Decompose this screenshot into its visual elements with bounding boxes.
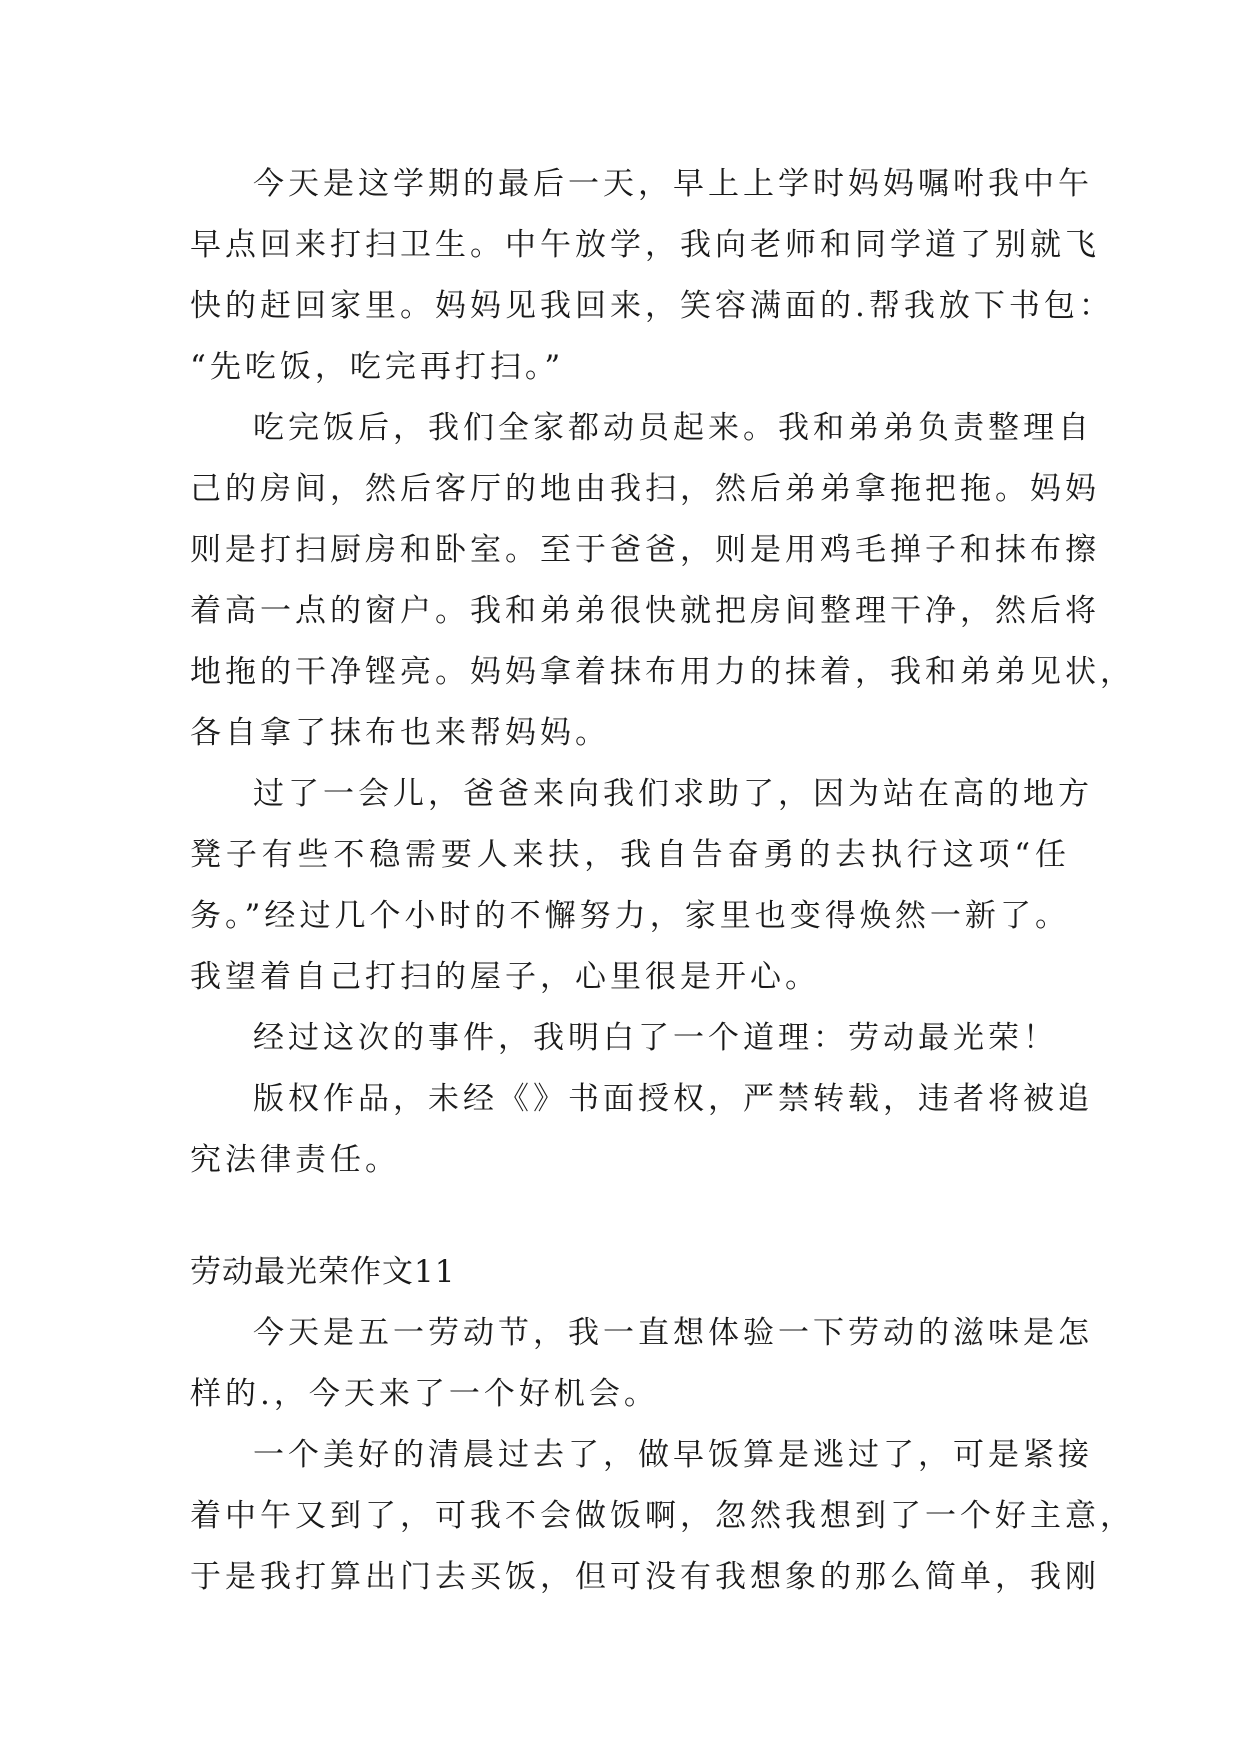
paragraph-line: 一个美好的清晨过去了，做早饭算是逃过了，可是紧接 bbox=[253, 1437, 1093, 1473]
paragraph-line: 早点回来打扫卫生。中午放学，我向老师和同学道了别就飞 bbox=[190, 227, 1100, 263]
paragraph-line: 我望着自己打扫的屋子，心里很是开心。 bbox=[190, 959, 820, 995]
paragraph-line: 今天是五一劳动节，我一直想体验一下劳动的滋味是怎 bbox=[253, 1315, 1093, 1351]
paragraph-line: 过了一会儿，爸爸来向我们求助了，因为站在高的地方 bbox=[253, 776, 1093, 812]
paragraph-line: 己的房间，然后客厅的地由我扫，然后弟弟拿拖把拖。妈妈 bbox=[190, 471, 1100, 507]
paragraph-line: 各自拿了抹布也来帮妈妈。 bbox=[190, 715, 610, 751]
paragraph-line: 着高一点的窗户。我和弟弟很快就把房间整理干净，然后将 bbox=[190, 593, 1100, 629]
paragraph-line: 凳子有些不稳需要人来扶，我自告奋勇的去执行这项“任 bbox=[190, 837, 1070, 873]
paragraph-line: 经过这次的事件，我明白了一个道理：劳动最光荣！ bbox=[253, 1020, 1058, 1056]
paragraph-line: 则是打扫厨房和卧室。至于爸爸，则是用鸡毛掸子和抹布擦 bbox=[190, 532, 1100, 568]
paragraph-line: 着中午又到了，可我不会做饭啊，忽然我想到了一个好主意， bbox=[190, 1498, 1135, 1534]
paragraph-line: 版权作品，未经《》书面授权，严禁转载，违者将被追 bbox=[253, 1081, 1093, 1117]
article-title: 劳动最光荣作文11 bbox=[190, 1254, 456, 1290]
paragraph-line: “先吃饭，吃完再打扫。” bbox=[190, 349, 565, 385]
paragraph-line: 务。”经过几个小时的不懈努力，家里也变得焕然一新了。 bbox=[190, 898, 1070, 934]
paragraph-line: 快的赶回家里。妈妈见我回来，笑容满面的.帮我放下书包： bbox=[190, 288, 1114, 324]
paragraph-line: 今天是这学期的最后一天，早上上学时妈妈嘱咐我中午 bbox=[253, 166, 1093, 202]
paragraph-line: 样的.，今天来了一个好机会。 bbox=[190, 1376, 659, 1412]
paragraph-line: 究法律责任。 bbox=[190, 1142, 400, 1178]
paragraph-line: 于是我打算出门去买饭，但可没有我想象的那么简单，我刚 bbox=[190, 1559, 1100, 1595]
paragraph-line: 吃完饭后，我们全家都动员起来。我和弟弟负责整理自 bbox=[253, 410, 1093, 446]
paragraph-line: 地拖的干净铿亮。妈妈拿着抹布用力的抹着，我和弟弟见状， bbox=[190, 654, 1135, 690]
